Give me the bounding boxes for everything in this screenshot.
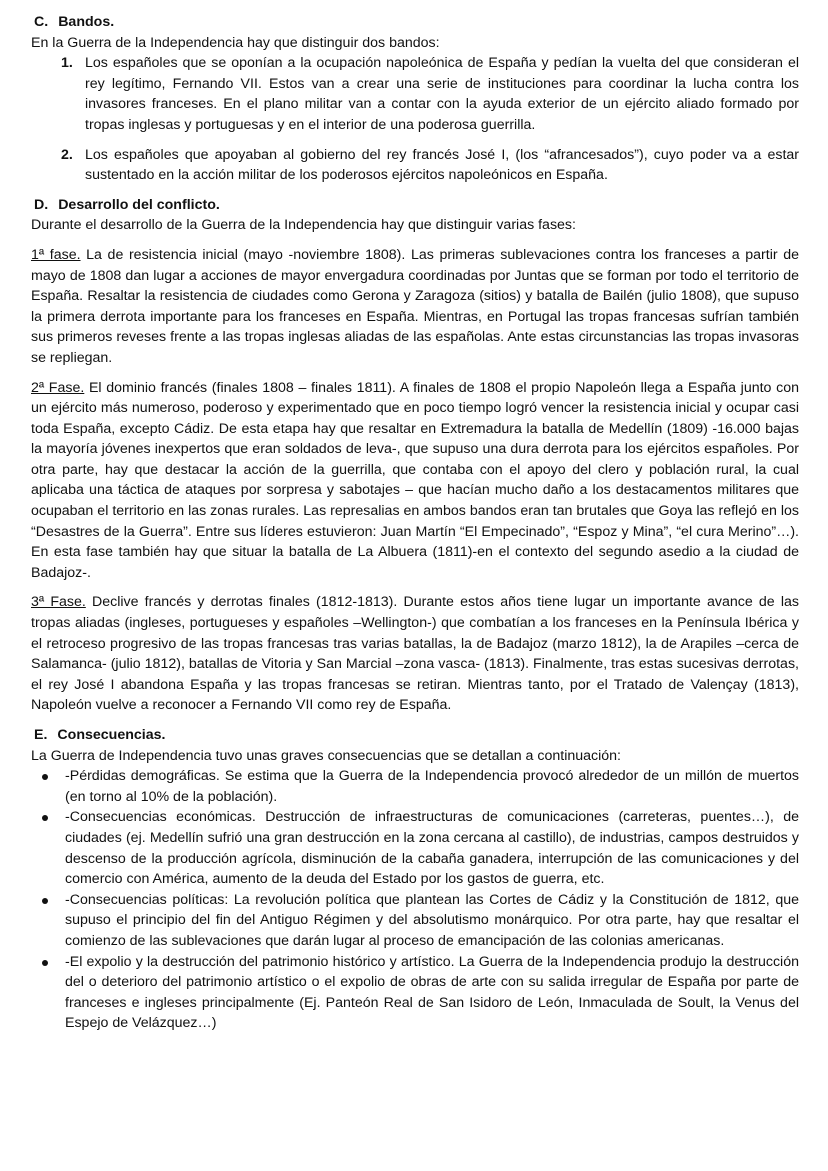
section-heading-c (34, 12, 799, 33)
bullet-dot-icon (42, 960, 48, 966)
section-title: Bandos. (58, 14, 115, 30)
list-number: 2. (61, 146, 73, 163)
list-item (31, 145, 799, 186)
section-title: Consecuencias. (57, 727, 166, 743)
phase-label: 2ª Fase. (31, 379, 85, 396)
phase-text: El dominio francés (finales 1808 – finales 1811). A finales de 1808 el propio Napoleón llega a España junto con un ejército más numeroso, poderoso y experimentado que en poco tiempo logró vencer la resistencia inicial y ocupar casi toda España, excepto Cádiz. De esta etapa hay que resaltar en Extremadura la batalla de Medellín (1809) -16.000 bajas la mayoría jóvenes inexpertos que eran soldados de leva-, que supuso una dura derrota para los ejércitos españoles. Por otra parte, hay que destacar la acción de la guerrilla, que contaba con el apoyo del clero y población rural, la cual aplicaba una táctica de ataques por sorpresa y sabotajes – que hacían mucho daño a los destacamentos militares que ocupaban el territorio en las zonas rurales. Las represalias en ambos bandos eran tan brutales que Goya las reflejó en los “Desastres de la Guerra”. Entre sus líderes estuvieron: Juan Martín “El Empecinado”, “Espoz y Mina”, “el cura Merino”…). En esta fase también hay que situar la batalla de La Albuera (1811)-en el contexto del segundo asedio a la ciudad de Badajoz-. (31, 379, 799, 581)
section-title: Desarrollo del conflicto. (58, 196, 220, 213)
bullet-dot-icon (42, 815, 48, 821)
list-item (31, 952, 799, 1034)
phase-label: 1ª fase. (31, 246, 81, 263)
list-item (31, 766, 799, 807)
document-page (31, 12, 799, 1034)
section-bandos (31, 12, 799, 186)
list-text: -Consecuencias económicas. Destrucción de infraestructuras de comunicaciones (carreteras, puentes…), de ciudades (ej. Medellín sufrió una gran destrucción en la zona cercana al castillo), de industrias, campos destruidos y descenso de la producción agrícola, disminución de la cabaña ganadera, interrupción de las comunicaciones y del comercio con América, aumento de la deuda del Estado por los gastos de guerra, etc. (65, 809, 799, 888)
section-letter: E. (34, 727, 48, 743)
list-item (31, 807, 799, 889)
section-intro: En la Guerra de la Independencia hay que distinguir dos bandos: (31, 34, 440, 51)
phase-paragraph (31, 245, 799, 369)
section-heading-d (34, 195, 799, 216)
phase-text: La de resistencia inicial (mayo -noviembre 1808). Las primeras sublevaciones contra los franceses a partir de mayo de 1808 dan lugar a acciones de mayor envergadura coordinadas por Juntas que se forman por todo el territorio de España. Resaltar la resistencia de ciudades como Gerona y Zaragoza (sitios) y batalla de Bailén (julio 1808), que supuso la primera derrota importante para los franceses en España. Mientras, en Portugal las tropas francesas sufrían también sus primeros reveses frente a las tropas inglesas aliadas de las españolas. Ante estas circunstancias las tropas invasoras se repliegan. (31, 246, 799, 366)
list-text: -Consecuencias políticas: La revolución política que plantean las Cortes de Cádiz y la Constitución de 1812, que supuso el principio del fin del Antiguo Régimen y del absolutismo monárquico. Por otra parte, hay que resaltar el comienzo de las sublevaciones que darán lugar al proceso de emancipación de las colonias americanas. (65, 891, 799, 949)
bullet-dot-icon (42, 774, 48, 780)
list-item (31, 53, 799, 135)
section-heading-e (34, 725, 799, 746)
list-text: -Pérdidas demográficas. Se estima que la Guerra de la Independencia provocó alrededor de un millón de muertos (en torno al 10% de la población). (65, 768, 799, 805)
consequences-list (31, 766, 799, 1034)
section-letter: D. (34, 196, 49, 213)
list-text: -El expolio y la destrucción del patrimonio histórico y artístico. La Guerra de la Independencia produjo la destrucción del o deterioro del patrimonio artístico o el expolio de obras de arte con su salida irregular de España por parte de franceses e ingleses principalmente (Ej. Panteón Real de San Isidoro de León, Inmaculada de Soult, la Venus del Espejo de Velázquez…) (65, 953, 799, 1032)
section-desarrollo (31, 195, 799, 716)
section-intro: Durante el desarrollo de la Guerra de la Independencia hay que distinguir varias fases: (31, 217, 576, 234)
list-text: Los españoles que apoyaban al gobierno del rey francés José I, (los “afrancesados”), cuyo poder va a estar sustentado en la acción militar de los poderosos ejércitos napoleónicos en España. (85, 146, 799, 184)
section-consecuencias (31, 725, 799, 1034)
list-item (31, 890, 799, 952)
list-number: 1. (61, 55, 73, 72)
list-text: Los españoles que se oponían a la ocupación napoleónica de España y pedían la vuelta del que consideran el rey legítimo, Fernando VII. Estos van a crear una serie de instituciones para coordinar la lucha contra los invasores franceses. En el plano militar van a contar con la ayuda exterior de un ejército aliado formado por tropas inglesas y portuguesas y en el interior de una poderosa guerrilla. (85, 55, 799, 133)
bullet-dot-icon (42, 898, 48, 904)
section-intro: La Guerra de Independencia tuvo unas graves consecuencias que se detallan a continuación: (31, 747, 621, 764)
phase-paragraph (31, 378, 799, 584)
phase-paragraph (31, 592, 799, 716)
bandos-list (31, 53, 799, 186)
phase-label: 3ª Fase. (31, 594, 86, 611)
section-letter: C. (34, 14, 49, 30)
phase-text: Declive francés y derrotas finales (1812-1813). Durante estos años tiene lugar un importante avance de las tropas aliadas (ingleses, portugueses y españoles –Wellington-) que combatían a los franceses en la Península Ibérica y el retroceso progresivo de las tropas francesas tras varias batallas, la de Badajoz (marzo 1812), la de Arapiles –cerca de Salamanca- (julio 1812), batallas de Vitoria y San Marcial –zona vasca- (1813). Finalmente, tras estas sucesivas derrotas, el rey José I abandona España y las tropas francesas se retiran. Mientras tanto, por el Tratado de Valençay (1813), Napoleón vuelve a reconocer a Fernando VII como rey de España. (31, 594, 799, 714)
